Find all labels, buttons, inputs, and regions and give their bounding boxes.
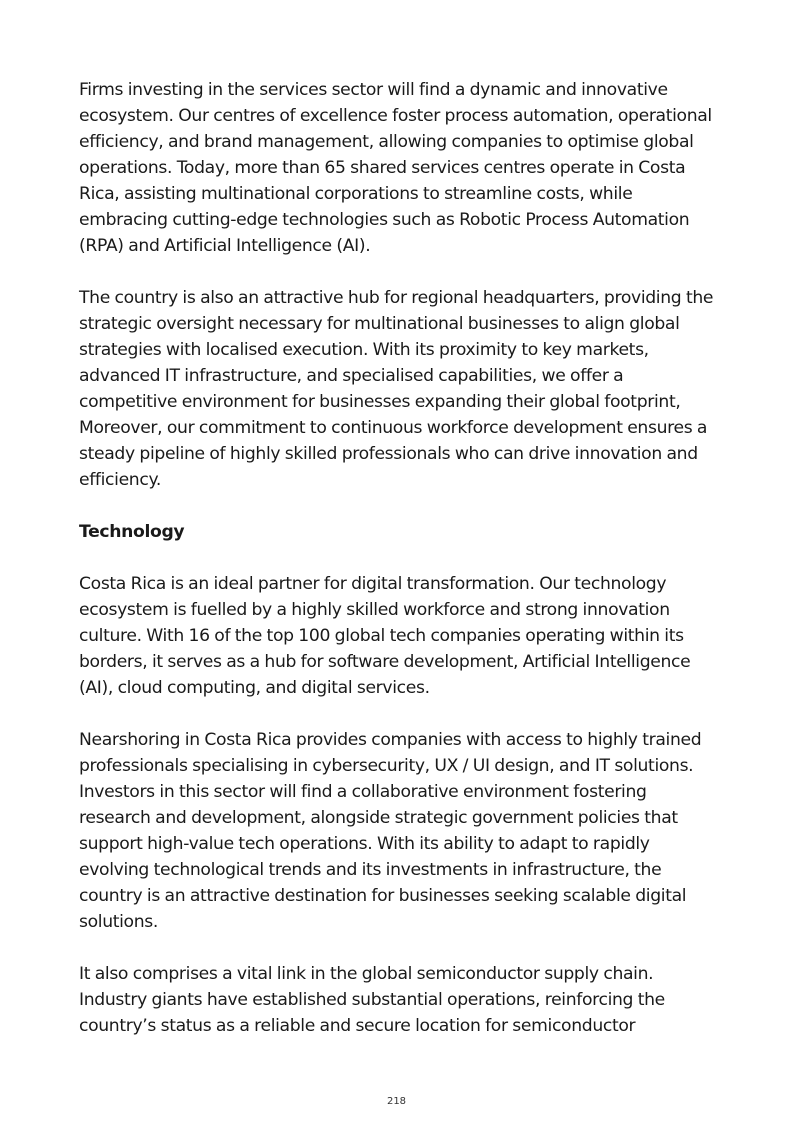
paragraph-digital-transformation: Costa Rica is an ideal partner for digital transformation. Our technology ecosystem is fuelled by a highly skilled workforce and strong innovation culture. With 16 of the top 100 global tech companies operating within its borders, it serves as a hub for software development, Artificial Intelligence (AI), cloud computing, and digital services. (79, 574, 691, 698)
paragraph-semiconductor: It also comprises a vital link in the global semiconductor supply chain. Industry giants have established substantial operations, reinforcing the country’s status as a reliable and secure location for semiconductor (79, 964, 665, 1036)
paragraph-nearshoring: Nearshoring in Costa Rica provides companies with access to highly trained professionals specialising in cybersecurity, UX / UI design, and IT solutions. Investors in this sector will find a collaborative environment fostering research and development, alongside strategic government policies that support high-value tech operations. With its ability to adapt to rapidly evolving technological trends and its investments in infrastructure, the country is an attractive destination for businesses seeking scalable digital solutions. (79, 730, 702, 932)
document-body (79, 77, 719, 1065)
paragraph-regional-headquarters: The country is also an attractive hub for regional headquarters, providing the strategic oversight necessary for multinational businesses to align global strategies with localised execution. With its proximity to key markets, advanced IT infrastructure, and specialised capabilities, we offer a competitive environment for businesses expanding their global footprint, Moreover, our commitment to continuous workforce development ensures a steady pipeline of highly skilled professionals who can drive innovation and efficiency. (79, 288, 714, 490)
paragraph-services-sector: Firms investing in the services sector will find a dynamic and innovative ecosystem. Our centres of excellence foster process automation, operational efficiency, and brand management, allowing companies to optimise global operations. Today, more than 65 shared services centres operate in Costa Rica, assisting multinational corporations to streamline costs, while embracing cutting-edge technologies such as Robotic Process Automation (RPA) and Artificial Intelligence (AI). (79, 80, 712, 256)
section-heading-technology: Technology (79, 522, 185, 542)
page-number: 218 (386, 1096, 407, 1107)
